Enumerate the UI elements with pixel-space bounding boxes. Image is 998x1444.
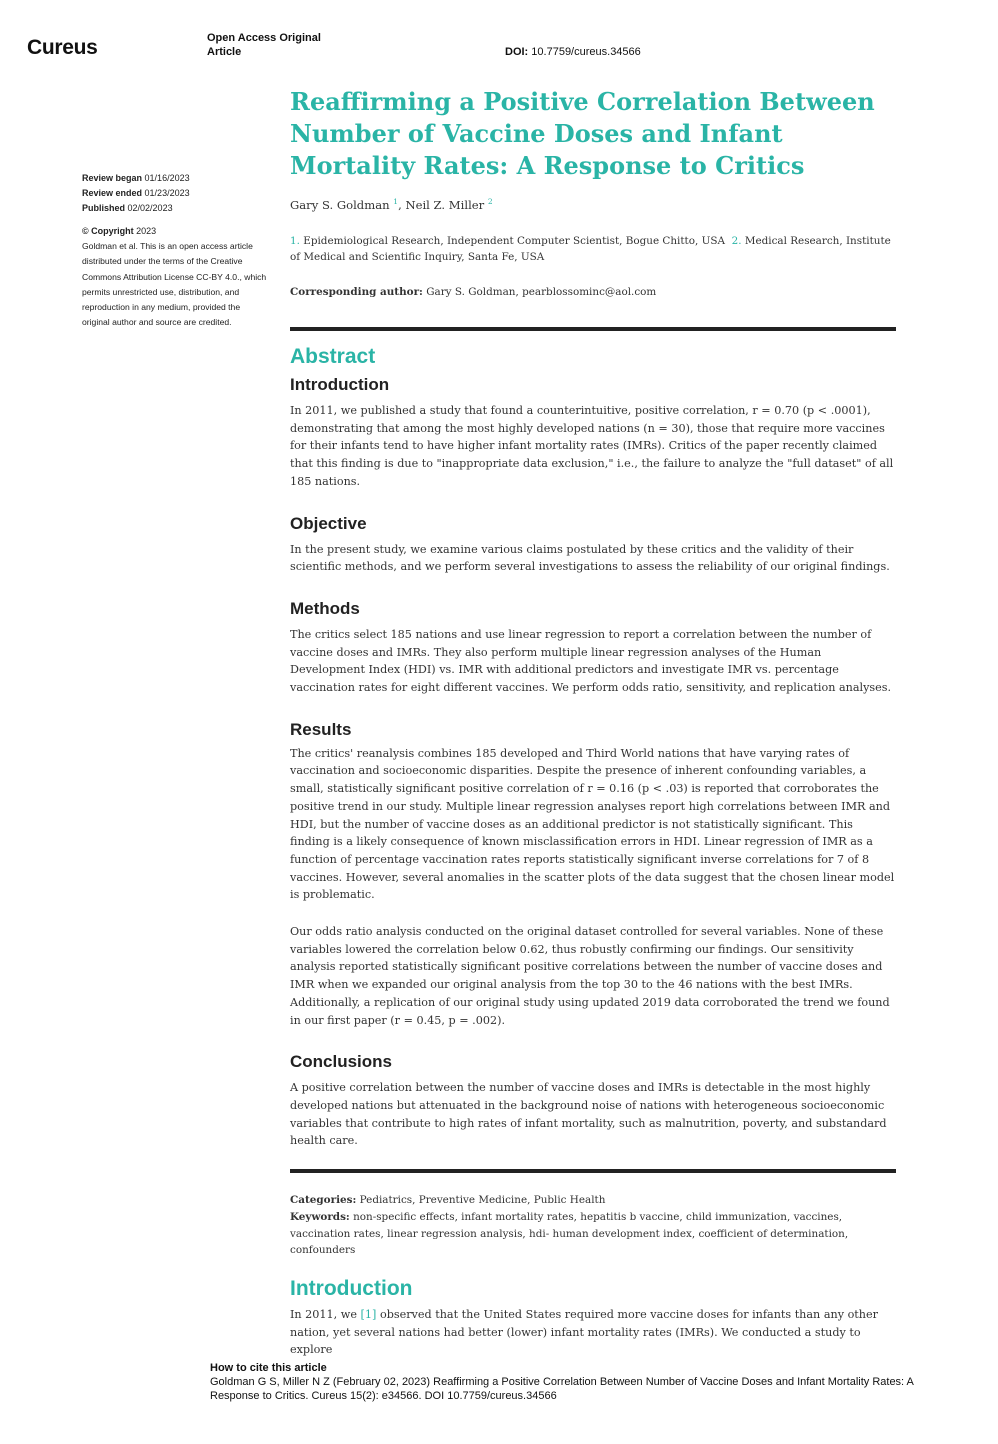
section-divider	[290, 1169, 896, 1173]
journal-logo: Cureus	[27, 36, 98, 59]
keywords: Keywords: non-specific effects, infant mortality rates, hepatitis b vaccine, child immunization, vaccines, vaccination rates, linear regression analysis, hdi- human development index, coefficient of determination, confounders	[290, 1210, 849, 1257]
article-type-line1: Open Access Original	[207, 32, 321, 44]
author-affiliation-link[interactable]: 2	[487, 197, 493, 206]
review-dates	[82, 171, 267, 216]
author-list: Gary S. Goldman $^1$, Neil Z. Miller $^2$	[290, 197, 493, 212]
doi-value: 10.7759/cureus.34566	[531, 46, 641, 58]
affiliation-text: Epidemiological Research, Independent Computer Scientist, Bogue Chitto, USA	[303, 235, 725, 247]
author-affiliation-link[interactable]: 1	[393, 197, 399, 206]
corresponding-label: Corresponding author:	[290, 286, 423, 298]
abstract-objective-text: In the present study, we examine various claims postulated by these critics and the validity of their scientific methods, and we perform several investigations to assess the reliability of our original findings.	[290, 542, 890, 574]
abstract-results-text: Our odds ratio analysis conducted on the original dataset controlled for several variables. None of these variables lowered the correlation below 0.62, thus robustly confirming our findings. Our sensitivity analysis reported statistically significant positive correlations between the number of vaccine doses and IMR when we expanded our original analysis from the top 30 to the 46 nations with the best IMRs. Additionally, a replication of our original study using updated 2019 data corroborated the trend we found in our first paper (r = 0.45, p = .002).	[290, 925, 890, 1027]
abstract-objective-heading: Objective	[290, 513, 367, 533]
article-type-line2: Article	[207, 46, 242, 58]
article-title: Reaffirming a Positive Correlation Between Number of Vaccine Doses and Infant Mortality Rates: A Response to Critics	[290, 87, 875, 180]
abstract-methods-heading: Methods	[290, 598, 360, 618]
author-name: Gary S. Goldman	[290, 198, 390, 212]
affiliations	[290, 233, 896, 265]
article-type	[207, 31, 357, 59]
review-ended: Review ended 01/23/2023	[82, 188, 190, 198]
review-began: Review began 01/16/2023	[82, 173, 190, 183]
sidebar	[82, 171, 267, 331]
affiliation-text: Medical Research, Institute of Medical and Scientific Inquiry, Santa Fe, USA	[290, 235, 891, 263]
citation-block	[210, 1361, 960, 1403]
doi-label: DOI:	[505, 46, 529, 58]
copyright-heading: © Copyright 2023	[82, 226, 157, 236]
abstract-conclusions-text: A positive correlation between the number of vaccine doses and IMRs is detectable in the most highly developed nations but attenuated in the background noise of nations with heterogeneous socioeconomic variables that contribute to high rates of infant mortality, such as malnutrition, poverty, and substandard health care.	[290, 1081, 887, 1148]
corresponding-text: Gary S. Goldman, pearblossominc@aol.com	[426, 286, 657, 298]
reference-link[interactable]: [1]	[360, 1307, 377, 1321]
article-main	[290, 86, 896, 1359]
citation-heading: How to cite this article	[210, 1362, 327, 1374]
abstract-introduction-heading: Introduction	[290, 375, 390, 394]
author-name: Neil Z. Miller	[405, 198, 485, 212]
abstract-introduction-text: In 2011, we published a study that found a counterintuitive, positive correlation, r = 0.70 (p < .0001), demonstrating that among the most highly developed nations (n = 30), those that require more vaccines for their infants tend to have higher infant mortality rates (IMRs). Critics of the paper recently claimed that this finding is due to "inappropriate data exclusion," i.e., the failure to analyze the "full dataset" of all 185 nations.	[290, 404, 894, 488]
corresponding-author	[290, 284, 896, 300]
categories: Categories: Pediatrics, Preventive Medicine, Public Health	[290, 1194, 606, 1207]
introduction-text: In 2011, we [1] observed that the United States required more vaccine doses for infants than any other nation, yet several nations had better (lower) infant mortality rates (IMRs). We conducted a study to explore	[290, 1307, 878, 1357]
abstract-heading: Abstract	[290, 345, 376, 368]
affiliation-number: 1.	[290, 235, 300, 247]
introduction-heading: Introduction	[290, 1276, 413, 1300]
abstract-results-heading: Results	[290, 719, 352, 739]
affiliation-number: 2.	[731, 235, 742, 247]
article-metadata	[290, 1192, 896, 1259]
section-divider	[290, 327, 896, 331]
license-text: Goldman et al. This is an open access article distributed under the terms of the Creative Commons Attribution License CC-BY 4.0., which permits unrestricted use, distribution, and reproduction in any medium, provided the original author and source are credited.	[82, 241, 267, 328]
citation-text: Goldman G S, Miller N Z (February 02, 2023) Reaffirming a Positive Correlation Between Number of Vaccine Doses and Infant Mortality Rates: A Response to Critics. Cureus 15(2): e34566. DOI 10.7759/cureus.34566	[210, 1376, 914, 1402]
doi	[505, 46, 641, 58]
published-date: Published 02/02/2023	[82, 203, 173, 213]
abstract-results-text: The critics' reanalysis combines 185 developed and Third World nations that have varying rates of vaccination and socioeconomic disparities. Despite the presence of inherent confounding variables, a small, statistically significant positive correlation of r = 0.16 (p < .03) is reported that corroborates the positive trend in our study. Multiple linear regression analyses report high correlations between IMR and HDI, but the number of vaccine doses as an additional predictor is not statistically significant. This finding is a likely consequence of known misclassification errors in HDI. Linear regression of IMR as a function of percentage vaccination rates reports statistically significant inverse correlations for 7 of 8 vaccines. However, several anomalies in the scatter plots of the data suggest that the chosen linear model is problematic.	[290, 746, 895, 902]
abstract-methods-text: The critics select 185 nations and use linear regression to report a correlation between the number of vaccine doses and IMRs. They also perform multiple linear regression analyses of the Human Development Index (HDI) vs. IMR with additional predictors and investigate IMR vs. percentage vaccination rates for eight different vaccines. We perform odds ratio, sensitivity, and replication analyses.	[290, 627, 892, 695]
abstract-conclusions-heading: Conclusions	[290, 1052, 393, 1072]
